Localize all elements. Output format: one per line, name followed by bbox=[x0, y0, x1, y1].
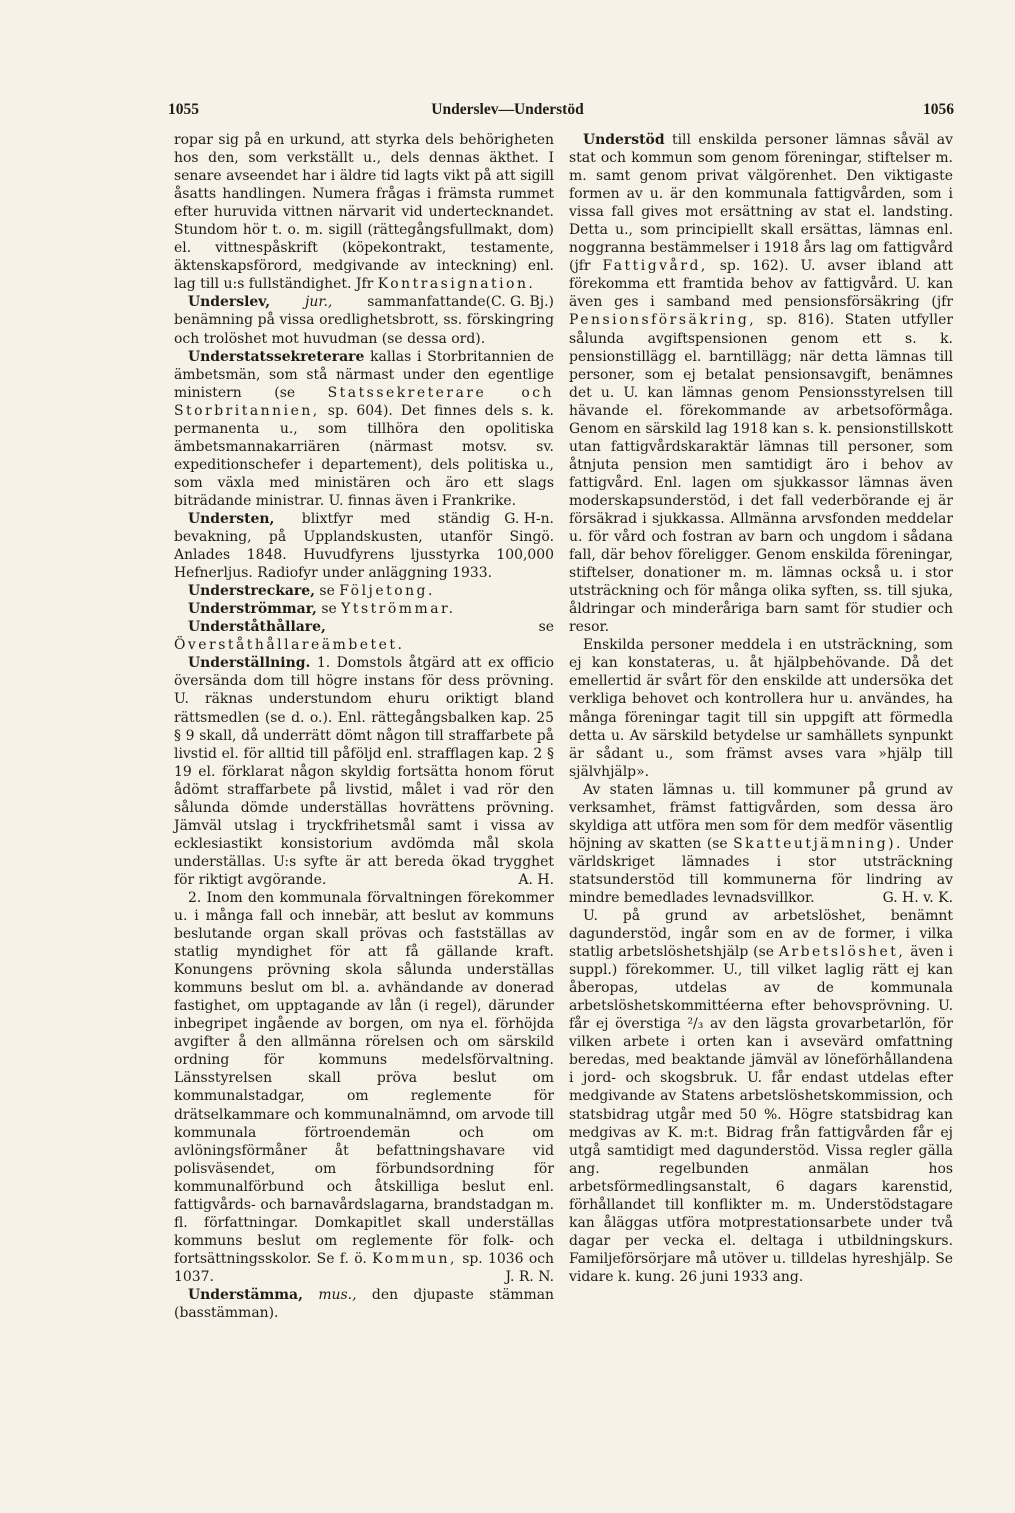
right-column bbox=[569, 131, 953, 1286]
entry-underslev: Underslev, jur., sammanfattande benämning på vissa oredlighetsbrott, ss. förskingring och trolöshet mot huvudman (se dessa ord). bbox=[174, 294, 554, 347]
running-title: Underslev—Understöd bbox=[431, 101, 584, 118]
entry-understod-staten: Av staten lämnas u. till kommuner på grund av verksamhet, främst fattigvården, som dessa äro skyldiga att utföra men som för dem medför väsentlig höjning av skatten (se Skatteutjämning). Under världskriget lämnades i stor utsträckning statsunderstöd till kommunerna för lindring av mindre bemedlades levnadsvillkor. G. H. v. K. bbox=[569, 781, 953, 906]
entry-understallning-2: 2. Inom den kommunala förvaltningen förekommer u. i många fall och innebär, att beslut av kommuns beslutande organ skall prövas och fastställas av statlig myndighet för att få gällande kraft. Konungens prövning skola sålunda underställas kommuns beslut om bl. a. avhändande av donerad fastighet, om upptagande av lån (i regel), därunder inbegripet ingående av borgen, om nya el. förhöjda avgifter å den allmänna rörelsen och om särskild ordning för kommuns medelsförvaltning. Länsstyrelsen skall pröva beslut om kommunalstadgar, om reglemente för drätselkammare och kommunalnämnd, om arvode till kommunala förtroendemän och om avlöningsförmåner åt befattningshavare vid polisväsendet, om förbundsordning för kommunalförbund och åtskilliga beslut enl. fattigvårds- och barnavårdslagarna, brandstadgan m. fl. författningar. Domkapitlet skall underställas kommuns beslut om reglemente för folk- och fortsättningsskolor. Se f. ö. Kommun, sp. 1036 och 1037. J. R. N. bbox=[174, 889, 554, 1285]
entry-understreckare: Understreckare, se Följetong. bbox=[188, 583, 435, 600]
left-column bbox=[174, 131, 554, 1322]
entry-understamma: Understämma, mus., den djupaste stämman (basstämman). bbox=[174, 1287, 555, 1322]
entry-understen: Understen, blixtfyr med ständig bevakning, på Upplandskusten, utanför Singö. Anlades 1848. Huvudfyrens ljusstyrka 100,000 Hefnerljus. Radiofyr under anläggning 1933. bbox=[174, 510, 554, 582]
left-page-number: 1055 bbox=[168, 101, 199, 118]
entry-understod: Understöd till enskilda personer lämnas såväl av stat och kommun som genom föreningar, stiftelser m. m. samt genom privat välgörenhet. Den viktigaste formen av u. är den kommunala fattigvården, som i vissa fall gives mot ersättning av stat el. landsting. Detta u., som principiellt skall ersättas, lämnas enl. noggranna bestämmelser i 1918 års lag om fattigvård (jfr Fattigvård, sp. 162). U. avser ibland att förekomma ett framtida behov av fattigvård. U. kan även ges i samband med pensionsförsäkring (jfr Pensionsförsäkring, sp. 816). Staten utfyller sålunda avgiftspensionen genom ett s. k. pensionstillägg el. barntillägg; när detta lämnas till personer, som ej betalat pensionsavgift, benämnes det u. U. kan lämnas genom Pensionsstyrelsen till hävande el. förekommande av arbetsoförmåga. Genom en särskild lag 1918 kan s. k. pensionstillskott utan fattigvårdskaraktär lämnas till personer, som åtnjuta pension men samtidigt äro i behov av fattigvård. Enl. lagen om sjukkassor lämnas även moderskapsunderstöd, i det fall vederbörande ej är försäkrad i sjukkassa. Allmänna arvsfonden meddelar u. för vård och fostran av barn och ungdom i sådana fall, där behov föreligger. Genom enskilda föreningar, stiftelser, donationer m. m. lämnas också u. i stor utsträckning och för många olika syften, ss. till sjuka, åldringar och minderåriga barn samt för studier och resor. bbox=[569, 132, 953, 636]
entry-understod-enskilda: Enskilda personer meddela i en utsträckning, som ej kan konstateras, u. åt hjälpbehövande. Då det emellertid är svårt för den enskilde att undersöka det verkliga behovet och kontrollera hur u. användes, ha många föreningar tagit till sin uppgift att förmedla detta u. Av särskild betydelse ur samhällets synpunkt är sådant u., som främst avses vara »hjälp till självhjälp». bbox=[569, 637, 953, 780]
right-page-number: 1056 bbox=[923, 101, 954, 118]
entry-understallning: Underställning. 1. Domstols åtgärd att ex officio översända dom till högre instans för dess prövning. U. räknas understundom ehuru oriktigt bland rättsmedlen (se d. o.). Enl. rättegångsbalken kap. 25 § 9 skall, då underrätt dömt någon till straffarbete på livstid el. för alltid till påföljd enl. strafflagen kap. 2 § 19 el. förklarat någon skyldig fortsätta honom förut ådömt straffarbete på livstid, målet i vad rör den sålunda dömde underställas hovrättens prövning. Jämväl utslag i tryckfrihetsmål samt i vissa av ecklesiastikt konsistorium avdömda mål skola underställas. U:s syfte är att bereda ökad trygghet för riktigt avgörande. A. H. bbox=[174, 655, 554, 888]
entry-understrommar: Underströmmar, se Ytströmmar. bbox=[188, 601, 456, 618]
page-header bbox=[0, 101, 1015, 125]
entry-understathallare: Underståthållare, se Överståthållareämbetet. bbox=[174, 619, 554, 654]
entry-urkund-continued: ropar sig på en urkund, att styrka dels behörigheten hos den, som verkställt u., dels dennas äkthet. I senare avseendet har i äldre tid lagts vikt på att sigill åsatts handlingen. Numera frågas i främsta rummet efter huruvida vittnen närvarit vid undertecknandet. Stundom hör t. o. m. sigill (rättegångsfullmakt, dom) el. vittnespåskrift (köpekontrakt, testamente, äktenskapsförord, medgivande av inteckning) enl. lag till u:s fullständighet. Jfr Kontrasignation. (C. G. Bj.) bbox=[174, 132, 554, 311]
entry-understatssekreterare: Understatssekreterare kallas i Storbritannien de ämbetsmän, som stå närmast under den egentlige ministern (se Statssekreterare och Storbritannien, sp. 604). Det finnes dels s. k. permanenta u., som tillhöra den opolitiska ämbetsmannakarriären (närmast motsv. sv. expeditionschefer i departement), dels politiska u., som växla med ministären och äro ett slags biträdande ministrar. U. finnas även i Frankrike. G. H-n. bbox=[174, 348, 554, 527]
entry-understod-arbetsloshet: U. på grund av arbetslöshet, benämnt dagunderstöd, ingår som en av de former, i vilka statlig arbetslöshetshjälp (se Arbetslöshet, även i suppl.) förekommer. U., till vilket laglig rätt ej kan åberopas, utdelas av de kommunala arbetslöshetskommittéerna efter behovsprövning. U. får ej överstiga ²/₃ av den lägsta grovarbetarlön, för vilken arbete i orten kan i avsevärd omfattning beredas, med beaktande jämväl av löneförhållandena i jord- och skogsbruk. U. får endast utdelas efter medgivande av Statens arbetslöshetskommission, och statsbidrag utgår med 50 %. Högre statsbidrag kan medgivas av K. m:t. Bidrag från fattigvården får ej utgå samtidigt med dagunderstöd. Vissa regler gälla ang. regelbunden anmälan hos arbetsförmedlingsanstalt, 6 dagars karenstid, förhållandet till konflikter m. m. Understödstagare kan åläggas utföra motprestationsarbete under två dagar per vecka el. deltaga i utbildningskurs. Familjeförsörjare må utöver u. tilldelas hyreshjälp. Se vidare k. kung. 26 juni 1933 ang. bbox=[569, 908, 953, 1285]
